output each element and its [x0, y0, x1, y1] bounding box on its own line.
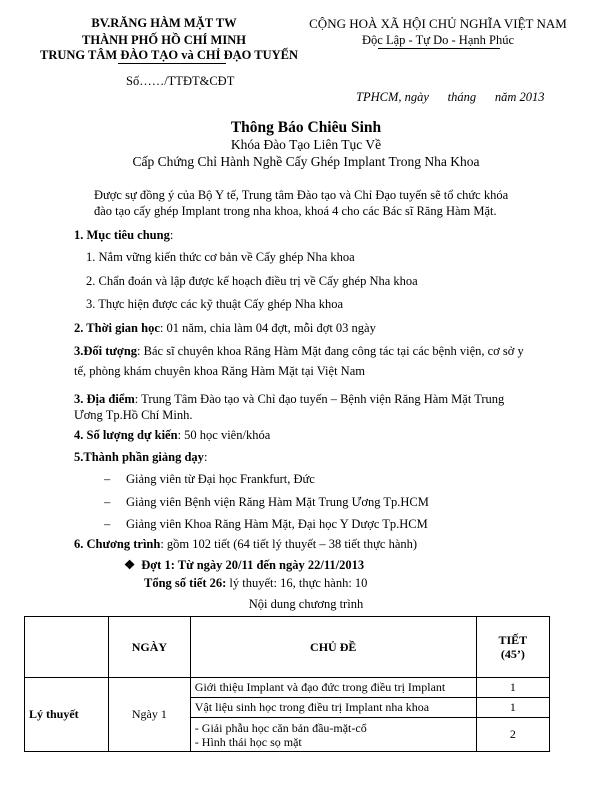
country-header: CỘNG HOÀ XÃ HỘI CHỦ NGHĨA VIỆT NAM	[309, 16, 567, 31]
row-period: 1	[476, 698, 549, 718]
section-2-heading: 2. Thời gian học	[74, 321, 160, 335]
section-location-heading: 3. Địa điểm	[74, 392, 135, 406]
org-underline	[118, 63, 226, 64]
intro-line-1: Được sự đồng ý của Bộ Y tế, Trung tâm Đào tạo và Chỉ Đạo tuyến sẽ tổ chức khóa	[94, 188, 509, 202]
doc-number: Số……/TTĐT&CĐT	[126, 74, 235, 88]
section-6-heading: 6. Chương trình	[74, 537, 161, 551]
diamond-bullet-icon: ❖	[124, 558, 136, 572]
intro-line-2: đào tạo cấy ghép Implant trong nha khoa, khoá 4 cho các Bác sĩ Răng Hàm Mặt.	[94, 204, 497, 218]
section-1: 1. Mục tiêu chung:	[74, 228, 174, 242]
row-topic: Vật liệu sinh học trong điều trị Implant nha khoa	[190, 698, 476, 718]
header-period: TIẾT (45’)	[476, 617, 549, 678]
goal-item-3: 3. Thực hiện được các kỹ thuật Cấy ghép Nha khoa	[86, 297, 344, 311]
section-5-heading: 5.Thành phần giảng dạy	[74, 450, 204, 464]
program-table	[24, 616, 550, 752]
section-6: 6. Chương trình: gồm 102 tiết (64 tiết lý thuyết – 38 tiết thực hành)	[74, 537, 418, 551]
goal-item-2: 2. Chẩn đoán và lập được kế hoạch điều trị về Cấy ghép Nha khoa	[86, 274, 418, 288]
table-row	[25, 678, 550, 698]
org-line-2: THÀNH PHỐ HỒ CHÍ MINH	[82, 33, 246, 47]
header-empty-cell	[25, 617, 109, 678]
row-topic-multi: - Giải phẫu học căn bản đầu-mặt-cổ - Hình thái học sọ mặt	[190, 718, 476, 752]
row-period: 1	[476, 678, 549, 698]
lecturer-item-3: – Giảng viên Khoa Răng Hàm Mặt, Đại học Y Dược Tp.HCM	[104, 517, 428, 531]
section-5: 5.Thành phần giảng dạy:	[74, 450, 208, 464]
doc-subtitle-2: Cấp Chứng Chỉ Hành Nghề Cấy Ghép Implant Trong Nha Khoa	[132, 154, 480, 169]
section-location-line-1: 3. Địa điểm: Trung Tâm Đào tạo và Chỉ đạo tuyến – Bệnh viện Răng Hàm Mặt Trung	[74, 392, 505, 406]
row-group-label: Lý thuyết	[25, 678, 109, 752]
section-2: 2. Thời gian học: 01 năm, chia làm 04 đợt, mỗi đợt 03 ngày	[74, 321, 376, 335]
section-3-heading: 3.Đối tượng	[74, 344, 138, 358]
org-line-1: BV.RĂNG HÀM MẶT TW	[91, 16, 237, 30]
doc-subtitle-1: Khóa Đào Tạo Liên Tục Về	[230, 137, 382, 152]
section-4: 4. Số lượng dự kiến: 50 học viên/khóa	[74, 428, 271, 442]
phase-1-total: Tổng số tiết 26: lý thuyết: 16, thực hành: 10	[144, 576, 368, 590]
section-3-line-1: 3.Đối tượng: Bác sĩ chuyên khoa Răng Hàm Mặt đang công tác tại các bệnh viện, cơ sở y	[74, 344, 524, 358]
section-1-heading: 1. Mục tiêu chung	[74, 228, 170, 242]
program-content-title: Nội dung chương trình	[248, 597, 364, 611]
section-location-line-2: Ương Tp.Hồ Chí Minh.	[74, 408, 193, 422]
org-line-3: TRUNG TÂM ĐÀO TẠO và CHỈ ĐẠO TUYẾN	[40, 48, 299, 62]
table-header-row	[25, 617, 550, 678]
motto-underline	[378, 48, 500, 49]
lecturer-item-1: – Giảng viên từ Đại học Frankfurt, Đức	[104, 472, 315, 486]
header-day: NGÀY	[108, 617, 190, 678]
lecturer-item-2: – Giảng viên Bệnh viện Răng Hàm Mặt Trung Ương Tp.HCM	[104, 495, 429, 509]
phase-1: ❖ Đợt 1: Từ ngày 20/11 đến ngày 22/11/2013	[124, 558, 365, 572]
goal-item-1: 1. Nắm vững kiến thức cơ bản về Cấy ghép Nha khoa	[86, 250, 355, 264]
row-topic: Giới thiệu Implant và đạo đức trong điều trị Implant	[190, 678, 476, 698]
header-topic: CHỦ ĐỀ	[190, 617, 476, 678]
row-day: Ngày 1	[108, 678, 190, 752]
motto: Độc Lập - Tự Do - Hạnh Phúc	[362, 33, 514, 47]
section-3-line-2: tế, phòng khám chuyên khoa Răng Hàm Mặt tại Việt Nam	[74, 364, 365, 378]
section-4-heading: 4. Số lượng dự kiến	[74, 428, 178, 442]
doc-title: Thông Báo Chiêu Sinh	[230, 119, 382, 136]
row-period: 2	[476, 718, 549, 752]
date-line: TPHCM, ngày tháng năm 2013	[356, 90, 545, 104]
